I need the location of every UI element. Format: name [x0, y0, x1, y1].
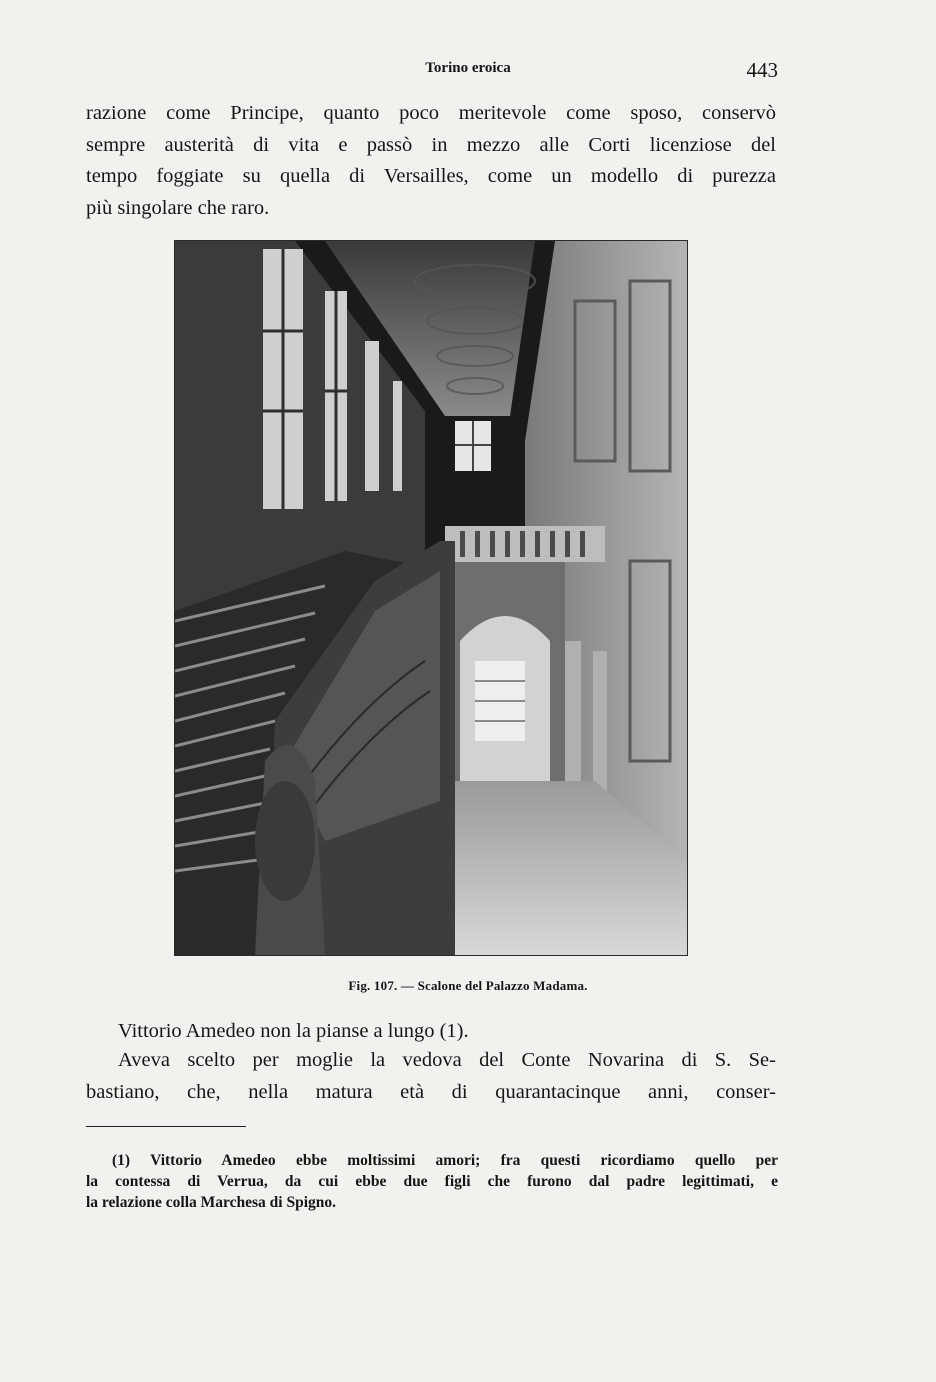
text-line: sempre austerità di vita e passò in mezzo alle Corti licenziose del — [86, 133, 776, 156]
paragraph-continuation — [86, 1045, 776, 1108]
page-number: 443 — [746, 58, 778, 82]
text-line: più singolare che raro. — [86, 196, 270, 219]
staircase-photograph — [174, 240, 688, 956]
text-line: razione come Principe, quanto poco meritevole come sposo, conservò — [86, 102, 776, 124]
figure-caption: Fig. 107. — Scalone del Palazzo Madama. — [348, 978, 588, 993]
running-title: Torino eroica — [425, 60, 511, 76]
text-line: tempo foggiate su quella di Versailles, come un modello di purezza — [86, 165, 776, 187]
footnote-line: la relazione colla Marchesa di Spigno. — [86, 1194, 337, 1211]
paragraph-opening — [86, 98, 776, 224]
running-header — [0, 58, 936, 82]
footnote-line: (1) Vittorio Amedeo ebbe moltissimi amori; fra questi ricordiamo quello per — [112, 1152, 778, 1169]
paragraph-short: Vittorio Amedeo non la pianse a lungo (1). — [118, 1020, 469, 1042]
text-line: bastiano, che, nella matura età di quarantacinque anni, conser- — [86, 1080, 776, 1103]
text-line: Aveva scelto per moglie la vedova del Conte Novarina di S. Se- — [118, 1049, 776, 1071]
footnote — [86, 1150, 778, 1213]
footnote-divider — [86, 1126, 246, 1127]
footnote-line: la contessa di Verrua, da cui ebbe due figli che furono dal padre legittimati, e — [86, 1173, 778, 1190]
